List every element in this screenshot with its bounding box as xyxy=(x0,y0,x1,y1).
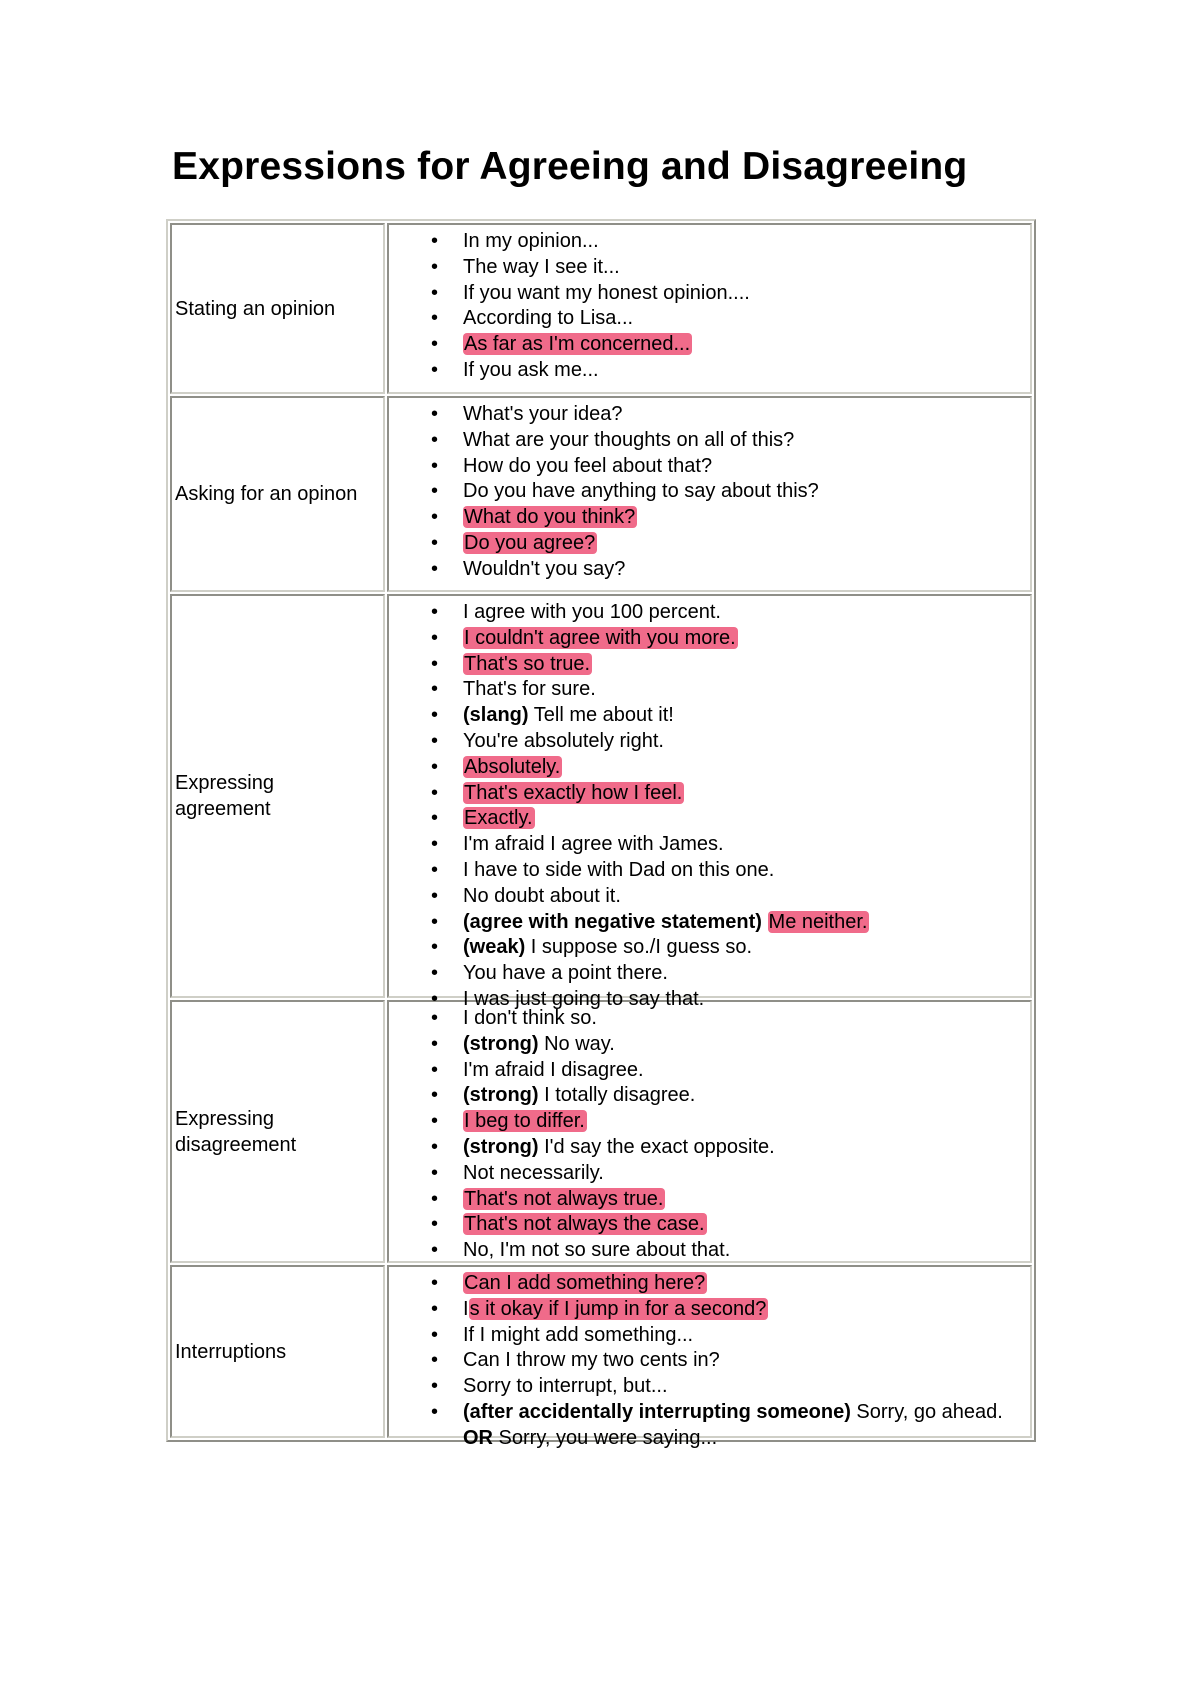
usage-note: (after accidentally interrupting someone) xyxy=(463,1400,851,1423)
expression-text: I couldn't agree with you more. xyxy=(464,626,736,649)
expression-item xyxy=(389,652,1030,678)
row-expressions xyxy=(387,1265,1032,1449)
usage-note: (weak) xyxy=(463,936,526,959)
expression-text: Tell me about it! xyxy=(528,704,674,727)
expression-item xyxy=(389,229,1030,255)
row-label: Stating an opinion xyxy=(170,223,385,394)
row-expressions xyxy=(387,1000,1032,1263)
expression-item xyxy=(389,677,1030,703)
expression-item xyxy=(389,1006,1030,1032)
expression-item xyxy=(389,1058,1030,1084)
expression-text: No, I'm not so sure about that. xyxy=(463,1239,731,1262)
table-row xyxy=(170,1000,1032,1263)
expression-item xyxy=(389,1374,1030,1400)
expression-text: Sorry, go ahead. xyxy=(850,1400,1003,1423)
table-row xyxy=(170,1265,1032,1449)
usage-note: (strong) xyxy=(463,1135,539,1158)
expression-text: The way I see it... xyxy=(463,255,620,278)
expression-text: Do you have anything to say about this? xyxy=(463,480,819,503)
expression-item xyxy=(389,729,1030,755)
expression-item xyxy=(389,781,1030,807)
table-row xyxy=(170,396,1032,592)
expression-text: I'm afraid I agree with James. xyxy=(463,833,724,856)
expression-text: Can I throw my two cents in? xyxy=(463,1349,720,1372)
usage-note: (agree with negative statement) xyxy=(463,910,762,933)
expression-text: How do you feel about that? xyxy=(463,454,713,477)
expression-text: I beg to differ. xyxy=(464,1110,585,1133)
expression-text: That's exactly how I feel. xyxy=(464,781,683,804)
expression-item xyxy=(389,255,1030,281)
expression-item xyxy=(389,332,1030,358)
expression-item xyxy=(389,600,1030,626)
expression-item xyxy=(389,1323,1030,1349)
page-title: Expressions for Agreeing and Disagreeing xyxy=(172,145,968,188)
row-label xyxy=(170,594,385,998)
expression-item xyxy=(389,358,1030,384)
row-label: Interruptions xyxy=(170,1265,385,1438)
expression-item xyxy=(389,961,1030,987)
table-row xyxy=(170,223,1032,394)
row-label xyxy=(170,1000,385,1263)
expression-text: Not necessarily. xyxy=(463,1161,604,1184)
expression-tail: Sorry, you were saying... xyxy=(493,1426,718,1449)
expression-item xyxy=(389,557,1030,583)
expression-text: Do you agree? xyxy=(464,531,596,554)
expression-text: I have to side with Dad on this one. xyxy=(463,858,775,881)
expression-item xyxy=(389,1400,1030,1452)
expression-text: That's so true. xyxy=(464,652,591,675)
expression-text: I suppose so./I guess so. xyxy=(525,936,753,959)
expression-item xyxy=(389,935,1030,961)
row-label: Asking for an opinon xyxy=(170,396,385,592)
expression-text: According to Lisa... xyxy=(463,307,634,330)
usage-note: (slang) xyxy=(463,704,529,727)
expression-text: I was just going to say that. xyxy=(463,987,705,1010)
expression-lead: I xyxy=(463,1297,469,1320)
expression-text: s it okay if I jump in for a second? xyxy=(469,1297,767,1320)
expression-text: I agree with you 100 percent. xyxy=(463,601,721,623)
expression-item xyxy=(389,505,1030,531)
expression-text: In my opinion... xyxy=(463,230,599,252)
expression-item xyxy=(389,428,1030,454)
expression-text: If you want my honest opinion.... xyxy=(463,281,750,304)
expression-text: I totally disagree. xyxy=(538,1084,696,1107)
usage-note: (strong) xyxy=(463,1032,539,1055)
expression-text: That's not always the case. xyxy=(464,1213,705,1236)
expression-item xyxy=(389,1161,1030,1187)
expression-text: You're absolutely right. xyxy=(463,729,664,752)
expression-text: As far as I'm concerned... xyxy=(464,333,691,356)
expression-item xyxy=(389,832,1030,858)
expression-item xyxy=(389,1348,1030,1374)
expression-item xyxy=(389,1212,1030,1238)
expression-text: I'd say the exact opposite. xyxy=(538,1135,775,1158)
expression-text: No way. xyxy=(538,1032,615,1055)
expression-item xyxy=(389,531,1030,557)
expression-item xyxy=(389,479,1030,505)
expression-text: What are your thoughts on all of this? xyxy=(463,428,795,451)
row-label-text: Expressing agreement xyxy=(175,772,274,820)
expression-text: That's not always true. xyxy=(464,1187,664,1210)
table-row xyxy=(170,594,1032,1010)
expression-text: What do you think? xyxy=(464,506,636,529)
expression-item xyxy=(389,1297,1030,1323)
row-label-text: Expressing disagreement xyxy=(175,1107,297,1156)
expression-text: Absolutely. xyxy=(464,755,561,778)
expression-item xyxy=(389,306,1030,332)
expression-text: If I might add something... xyxy=(463,1323,694,1346)
expression-text: You have a point there. xyxy=(463,962,668,985)
expression-text: I don't think so. xyxy=(463,1007,597,1029)
usage-connector: OR xyxy=(463,1426,493,1449)
expression-text: If you ask me... xyxy=(463,358,599,381)
expressions-table xyxy=(166,219,1036,1449)
expression-item xyxy=(389,1135,1030,1161)
expression-text: Can I add something here? xyxy=(464,1272,706,1294)
expression-item xyxy=(389,858,1030,884)
expression-text: Me neither. xyxy=(768,910,868,933)
expression-item xyxy=(389,1271,1030,1297)
expression-text: Sorry to interrupt, but... xyxy=(463,1375,668,1398)
expression-item xyxy=(389,626,1030,652)
expression-item xyxy=(389,1109,1030,1135)
expression-item xyxy=(389,402,1030,428)
usage-note: (strong) xyxy=(463,1084,539,1107)
expression-text: I'm afraid I disagree. xyxy=(463,1058,644,1081)
expression-text: What's your idea? xyxy=(463,403,623,425)
expression-item xyxy=(389,884,1030,910)
expression-item xyxy=(389,454,1030,480)
expression-item xyxy=(389,1083,1030,1109)
expression-item xyxy=(389,281,1030,307)
expression-item xyxy=(389,1238,1030,1264)
expression-text: That's for sure. xyxy=(463,678,596,701)
expression-text: Exactly. xyxy=(464,807,533,830)
expression-item xyxy=(389,910,1030,936)
row-expressions xyxy=(387,594,1032,1010)
expression-item xyxy=(389,1187,1030,1213)
expression-text: No doubt about it. xyxy=(463,884,621,907)
row-expressions xyxy=(387,223,1032,394)
expression-item xyxy=(389,806,1030,832)
expression-text: Wouldn't you say? xyxy=(463,557,626,580)
expression-item xyxy=(389,755,1030,781)
expression-item xyxy=(389,1032,1030,1058)
row-expressions xyxy=(387,396,1032,592)
expression-item xyxy=(389,703,1030,729)
